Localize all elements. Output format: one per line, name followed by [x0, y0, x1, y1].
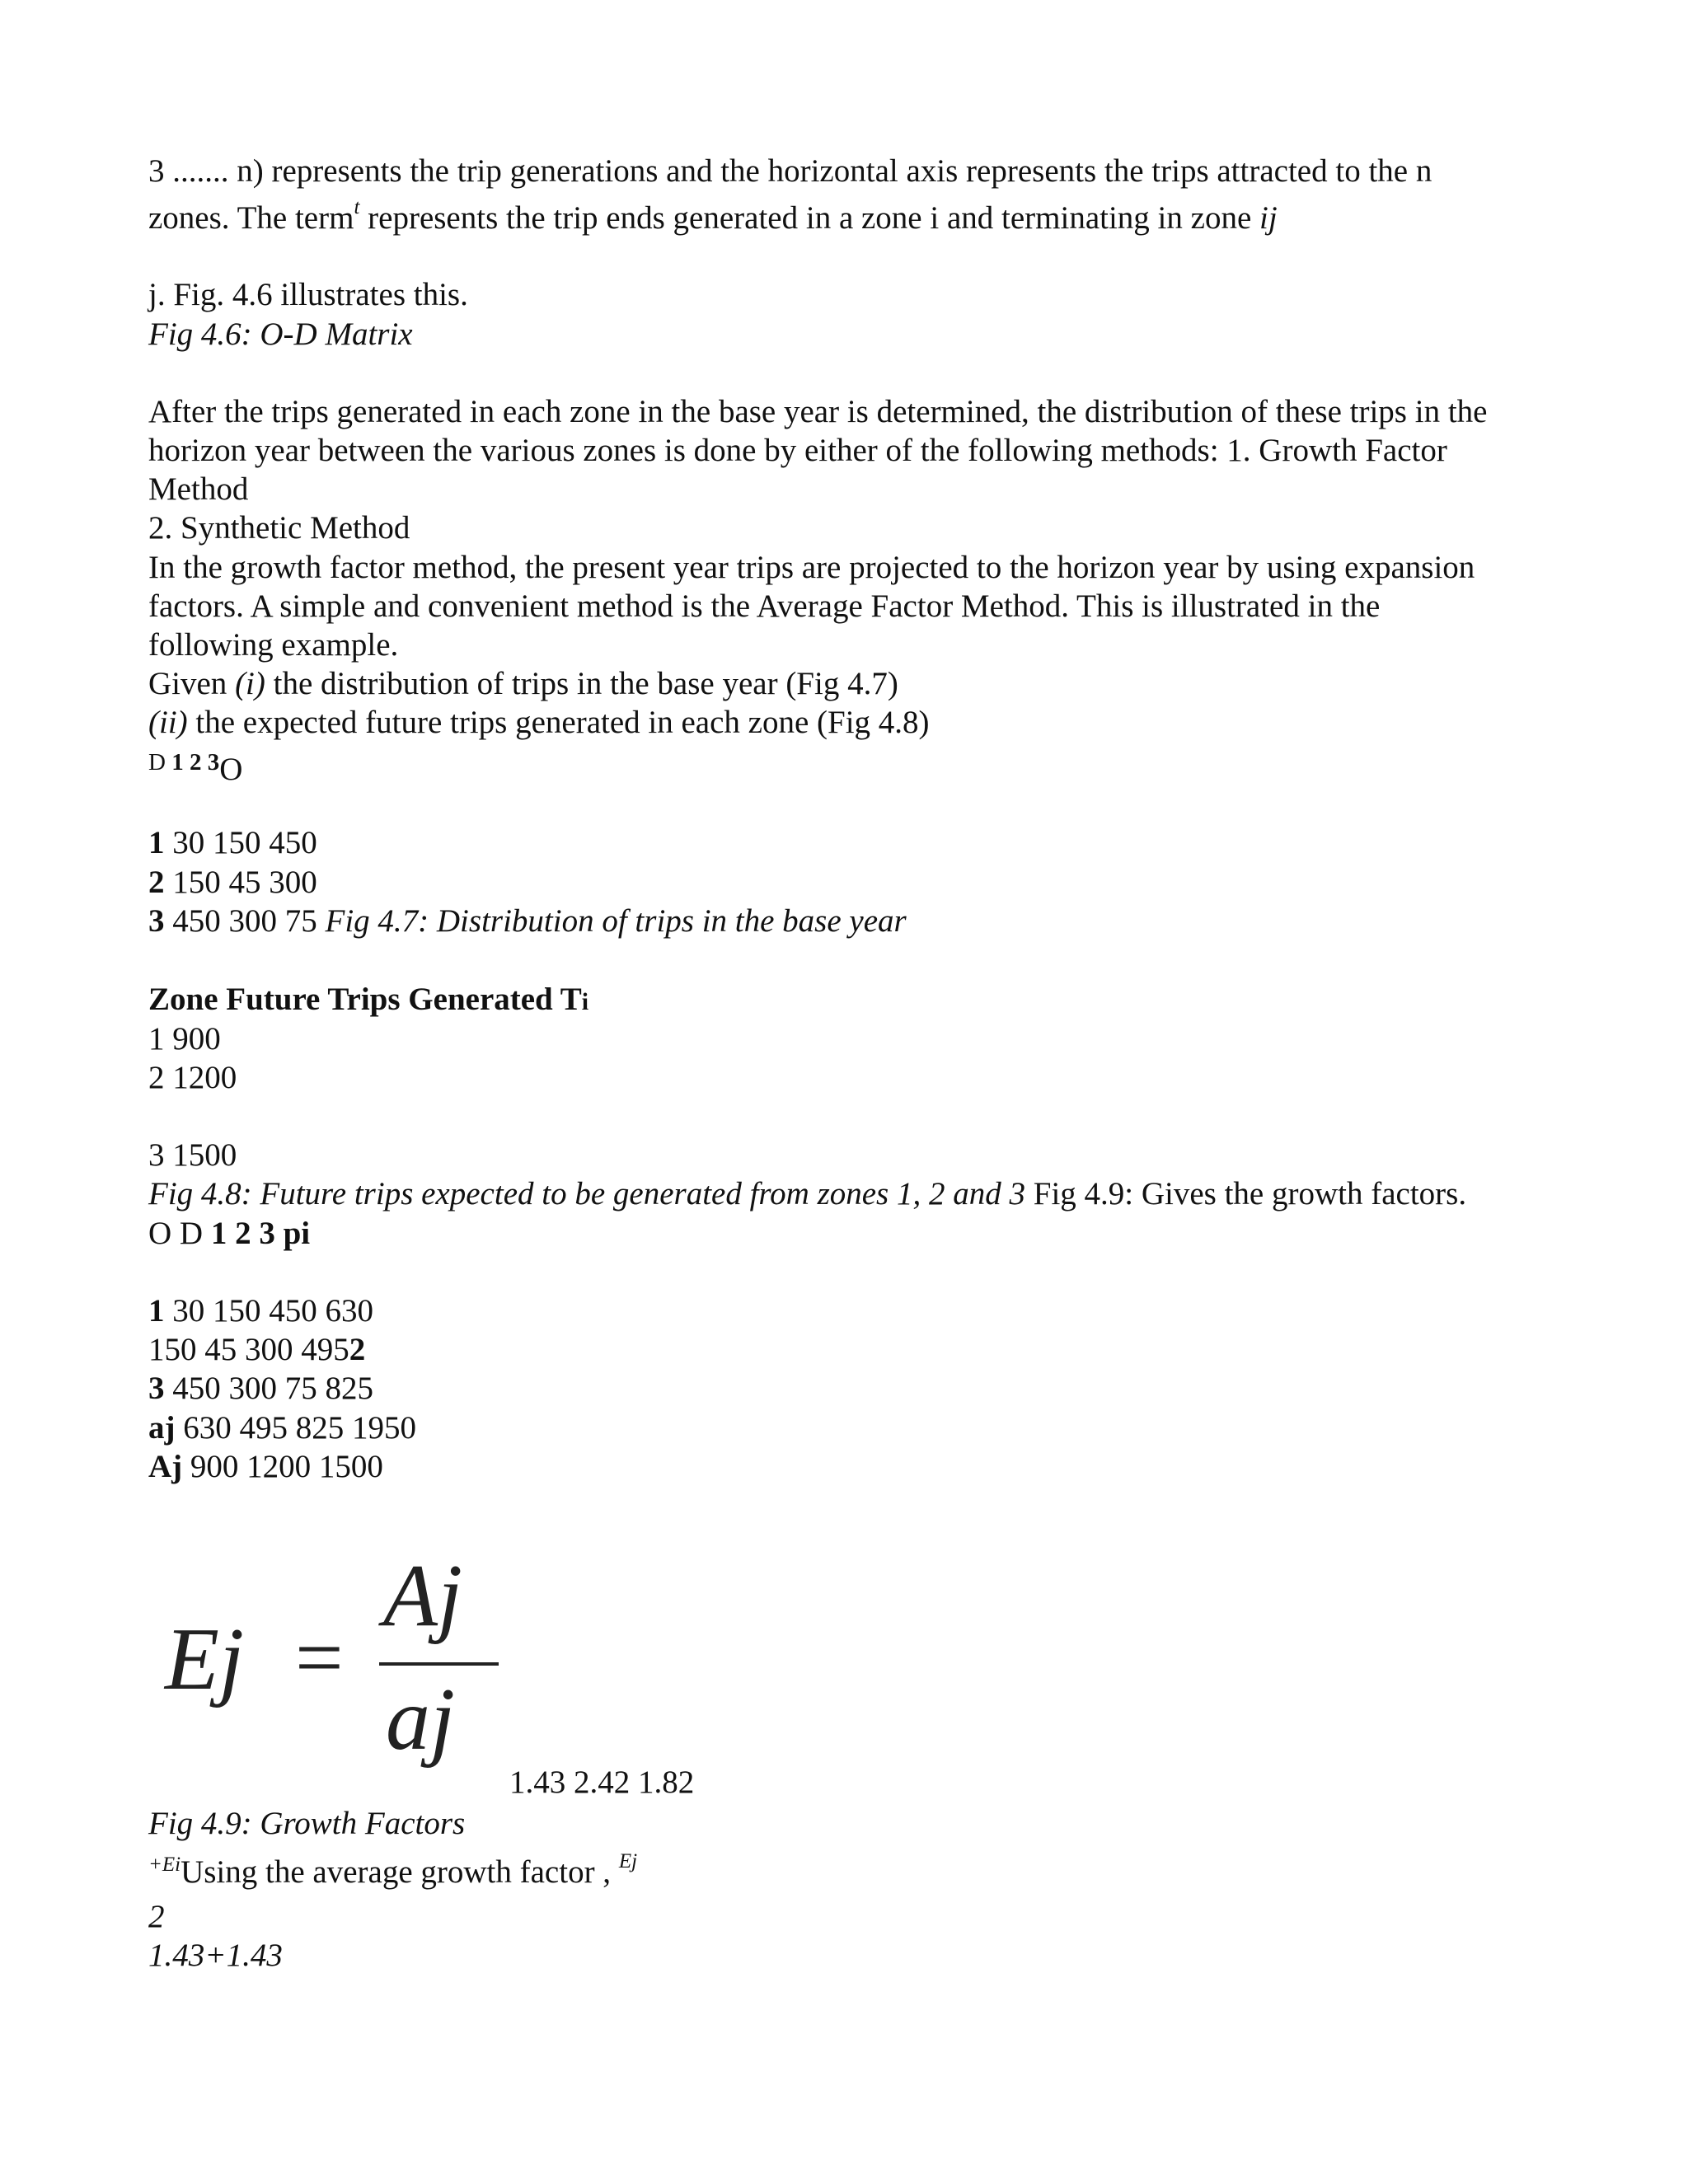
- para2-line3: [148, 473, 248, 505]
- row-label: aj: [148, 1410, 176, 1446]
- text: Method: [148, 471, 249, 507]
- text: factors. A simple and convenient method is the Average Factor Method. This is illustrated in the: [148, 588, 1381, 624]
- para1-line1: [148, 155, 1432, 187]
- values: 1.43 2.42 1.82: [509, 1765, 695, 1800]
- row-values: 450 300 75 825: [164, 1371, 373, 1406]
- header-o: O: [219, 752, 243, 787]
- text: the distribution of trips in the base year (Fig 4.7): [265, 666, 898, 701]
- text: Using the average growth factor ,: [181, 1854, 619, 1890]
- fig48-caption: Fig 4.8: Future trips expected to be generated from zones 1, 2 and 3: [148, 1176, 1025, 1212]
- suffix-ej: Ej: [618, 1850, 638, 1872]
- row: 1 900: [148, 1021, 221, 1057]
- para2-line4: [148, 512, 410, 544]
- row-values: 900 1200 1500: [182, 1449, 383, 1484]
- table49-header: [148, 1217, 310, 1249]
- tail-line2: [148, 1900, 165, 1933]
- text: 3 ....... n) represents the trip generations and the horizontal axis represents the trips attracted to the n: [148, 153, 1432, 189]
- para2-line5: [148, 551, 1475, 583]
- superscript: t: [354, 196, 360, 218]
- row-zone: 1: [148, 825, 165, 860]
- fig49-caption: [148, 1807, 465, 1840]
- table48-row-2: [148, 1062, 237, 1094]
- table47-row-3: [148, 905, 907, 937]
- ii-line: [148, 706, 930, 738]
- text: horizon year between the various zones is done by either of the following methods: 1. Growth Factor: [148, 433, 1447, 468]
- header: Zone Future Trips Generated T: [148, 982, 582, 1017]
- header-sub: i: [581, 988, 589, 1015]
- prefix-ei: +Ei: [148, 1854, 181, 1876]
- text-italic: (ii): [148, 705, 188, 740]
- text: the expected future trips generated in each zone (Fig 4.8): [187, 705, 930, 740]
- caption: Fig 4.6: O-D Matrix: [148, 316, 413, 352]
- row-zone: 2: [349, 1332, 366, 1367]
- para1-line3: [148, 279, 468, 311]
- formula-lhs: Ej: [165, 1610, 244, 1708]
- table47-row-2: [148, 866, 317, 898]
- table47-header: [148, 743, 243, 787]
- row-values: 150 45 300: [164, 865, 317, 900]
- text: Given: [148, 666, 236, 701]
- table49-row-Aj: [148, 1451, 383, 1483]
- table47-row-1: [148, 827, 317, 859]
- text-italic: (i): [235, 666, 265, 701]
- caption: Fig 4.9: Growth Factors: [148, 1806, 466, 1841]
- fig47-caption: Fig 4.7: Distribution of trips in the base year: [325, 903, 907, 939]
- text: 1.43+1.43: [148, 1938, 283, 1973]
- tail-line3: [148, 1939, 283, 1971]
- table48-row-3: [148, 1139, 237, 1171]
- table49-row-aj: [148, 1412, 416, 1444]
- row-values: 150 45 300 495: [148, 1332, 349, 1367]
- growth-factor-formula: [157, 1549, 519, 1797]
- fig48-caption-line: [148, 1178, 1466, 1210]
- row-values: 630 495 825 1950: [175, 1410, 416, 1446]
- table49-row-3: [148, 1372, 373, 1404]
- text: 2. Synthetic Method: [148, 510, 410, 546]
- table49-row-2: [148, 1333, 365, 1366]
- header-cols: 1 2 3: [171, 749, 220, 776]
- row-zone: 1: [148, 1293, 165, 1329]
- text: following example.: [148, 627, 399, 663]
- growth-factor-values: [509, 1766, 694, 1798]
- given-line: [148, 668, 898, 700]
- row: 3 1500: [148, 1137, 237, 1173]
- row-zone: 2: [148, 865, 165, 900]
- header-plain: O D: [148, 1216, 211, 1251]
- text: j. Fig. 4.6 illustrates this.: [148, 277, 468, 312]
- text: represents the trip ends generated in a zone i and terminating in zone: [359, 200, 1260, 236]
- formula-denominator: aj: [386, 1671, 456, 1769]
- table48-row-1: [148, 1023, 221, 1055]
- row-values: 30 150 450 630: [164, 1293, 373, 1329]
- row: 2 1200: [148, 1060, 237, 1095]
- table49-row-1: [148, 1295, 373, 1327]
- para1-line2: [148, 196, 1278, 236]
- header-d: D: [148, 749, 166, 776]
- caption-tail: Fig 4.9: Gives the growth factors.: [1025, 1176, 1467, 1212]
- fraction-bar: [379, 1662, 499, 1666]
- fig46-caption: [148, 318, 413, 350]
- row-values: 450 300 75: [164, 903, 326, 939]
- text-italic: ij: [1259, 200, 1278, 236]
- table48-header: [148, 983, 588, 1015]
- text: In the growth factor method, the present year trips are projected to the horizon year by using expansion: [148, 550, 1475, 585]
- text: After the trips generated in each zone in the base year is determined, the distribution of these trips in the: [148, 394, 1488, 429]
- row-zone: 3: [148, 1371, 165, 1406]
- para2-line6: [148, 590, 1380, 622]
- row-label: Aj: [148, 1449, 183, 1484]
- header-bold: 1 2 3 pi: [210, 1216, 311, 1251]
- formula-numerator: Aj: [383, 1547, 462, 1645]
- row-zone: 3: [148, 903, 165, 939]
- para2-line7: [148, 629, 398, 661]
- text: 2: [148, 1899, 165, 1934]
- formula-equals: =: [295, 1610, 344, 1705]
- text: zones. The term: [148, 200, 354, 236]
- para2-line2: [148, 434, 1447, 466]
- row-values: 30 150 450: [164, 825, 317, 860]
- average-factor-line: [148, 1850, 638, 1890]
- para2-line1: [148, 396, 1487, 428]
